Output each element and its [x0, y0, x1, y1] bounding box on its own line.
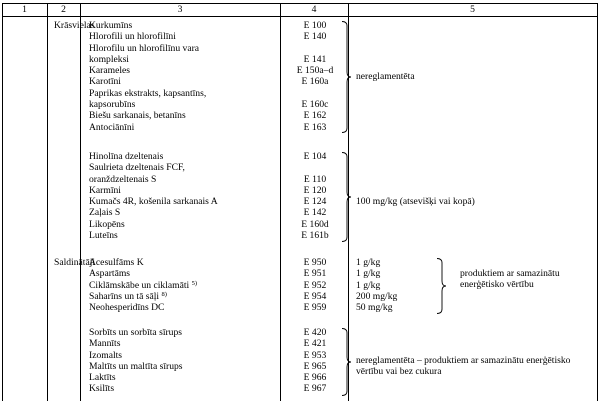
e-code: E 100 — [303, 20, 327, 31]
right-brace — [342, 328, 352, 396]
additive-name: oranždzeltenais S — [89, 173, 157, 185]
additive-name: Maltīts un maltīta sīrups — [89, 360, 183, 372]
column-divider — [280, 3, 281, 401]
header-col-3: 3 — [177, 4, 183, 15]
e-code: E 110 — [303, 173, 327, 185]
additive-name: Kurkumīns — [89, 20, 133, 31]
category-label: Saldinātāji — [54, 257, 96, 268]
max-amount: 200 mg/kg — [356, 290, 398, 302]
additive-name: kapsorubīns — [89, 99, 136, 111]
e-code: E 163 — [303, 121, 327, 133]
scope-note-line: produktiem ar samazinātu — [460, 268, 560, 279]
limit-note: nereglamentēta — [356, 71, 415, 82]
header-col-1: 1 — [22, 4, 27, 15]
additive-name: Hinolīna dzeltenais — [89, 151, 164, 162]
additive-name: Acesulfāms K — [89, 257, 144, 268]
max-amount: 50 mg/kg — [356, 302, 393, 314]
additive-name: Mannīts — [89, 338, 121, 350]
additive-name: Ksilīts — [89, 383, 115, 395]
e-code: E 142 — [303, 207, 327, 219]
e-codes-block — [283, 327, 347, 395]
additive-name: Biešu sarkanais, betanīns — [89, 110, 186, 122]
right-brace — [342, 21, 352, 133]
e-code: E 124 — [303, 196, 327, 208]
column-divider — [47, 3, 48, 401]
additive-names-block — [89, 257, 197, 313]
additive-name: Neohesperidīns DC — [89, 302, 165, 314]
additive-name: Aspartāms — [89, 268, 131, 280]
e-code: E 141 — [303, 53, 327, 65]
additive-name: Karmīni — [89, 184, 121, 196]
column-divider — [2, 3, 3, 401]
category-label: Krāsvielas — [54, 20, 95, 31]
e-code: E 951 — [303, 268, 327, 280]
e-code — [283, 43, 347, 54]
e-code: E 966 — [303, 372, 327, 384]
additive-name: Zaļais S — [89, 207, 121, 219]
max-amounts-block — [356, 257, 397, 313]
additive-name: Paprikas ekstrakts, kapsantīns, — [89, 87, 207, 99]
e-code: E 420 — [303, 327, 327, 338]
e-code — [283, 162, 347, 173]
e-code: E 950 — [303, 257, 327, 268]
e-code: E 160d — [301, 218, 329, 230]
additive-name: Saulrieta dzeltenais FCF, — [89, 162, 185, 174]
column-divider — [80, 3, 81, 401]
additive-name: Laktīts — [89, 372, 116, 384]
e-code: E 150a–d — [296, 65, 334, 77]
additive-name: Karameles — [89, 65, 131, 77]
scope-note-line: enerģētisko vērtību — [460, 279, 534, 291]
e-code: E 954 — [303, 290, 327, 302]
footnote-ref: 5) — [191, 279, 198, 287]
additive-name: Hlorofili un hlorofilīni — [89, 31, 176, 43]
additive-names-block — [89, 151, 218, 241]
e-code: E 953 — [303, 349, 327, 361]
additive-names-block — [89, 327, 183, 395]
scope-note — [460, 268, 560, 291]
scope-note-line: nereglamentēta – produktiem ar samazinātu enerģētisko — [356, 355, 571, 366]
e-code: E 160c — [301, 99, 329, 111]
header-col-5: 5 — [470, 4, 475, 15]
additive-name: Hlorofilu un hlorofilīnu vara — [89, 42, 200, 54]
header-bottom-border — [2, 16, 598, 17]
column-divider — [597, 3, 598, 401]
e-code: E 120 — [303, 184, 327, 196]
additive-name: Saharīns un tā sāļi $^{8)}$ — [89, 290, 167, 302]
additive-names-block — [89, 20, 206, 133]
scope-note-line: vērtību vai bez cukura — [356, 366, 442, 378]
right-brace — [342, 152, 352, 242]
additive-name: kompleksi — [89, 53, 129, 65]
e-code: E 161b — [301, 230, 329, 242]
e-code: E 959 — [303, 302, 327, 314]
additive-name: Likopēns — [89, 218, 125, 230]
limit-note: 100 mg/kg (atsevišķi vai kopā) — [356, 196, 475, 207]
header-col-4: 4 — [311, 4, 317, 15]
additive-name: Sorbīts un sorbīta sīrups — [89, 327, 183, 338]
e-code — [283, 88, 347, 99]
additive-name: Ciklāmskābe un ciklamāti $^{5)}$ — [89, 279, 198, 291]
e-code: E 965 — [303, 360, 327, 372]
additive-name: Antociānīni — [89, 121, 135, 133]
e-code: E 952 — [303, 279, 327, 291]
footnote-ref: 8) — [161, 290, 167, 298]
e-code: E 104 — [303, 151, 327, 162]
right-brace — [437, 258, 447, 314]
e-code: E 421 — [303, 338, 327, 350]
max-amount: 1 g/kg — [356, 279, 381, 291]
scope-note — [356, 355, 570, 378]
additive-name: Karotīni — [89, 76, 121, 88]
e-codes-block — [283, 20, 347, 133]
header-col-2: 2 — [61, 4, 66, 15]
max-amount: 1 g/kg — [356, 268, 381, 280]
e-code: E 140 — [303, 31, 327, 43]
additive-name: Kumačs 4R, košenila sarkanais A — [89, 196, 218, 208]
e-code: E 967 — [303, 383, 327, 395]
e-codes-block — [283, 257, 347, 313]
additive-name: Izomalts — [89, 349, 123, 361]
e-code: E 160a — [301, 76, 329, 88]
e-code: E 162 — [303, 110, 327, 122]
max-amount: 1 g/kg — [356, 257, 381, 268]
additive-name: Luteīns — [89, 230, 118, 242]
e-codes-block — [283, 151, 347, 241]
